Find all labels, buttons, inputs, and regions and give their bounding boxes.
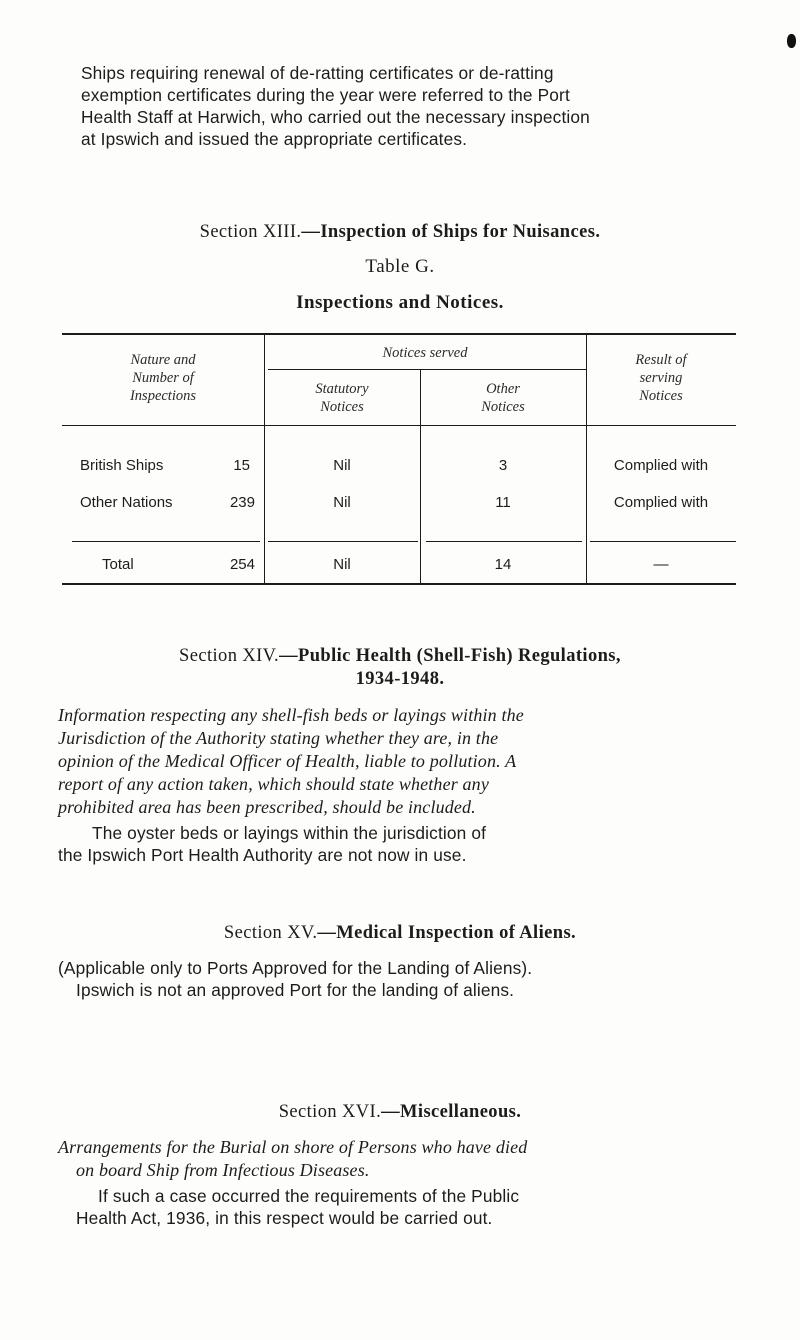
body-line: the Ipswich Port Health Authority are not now in use.: [58, 845, 467, 865]
header-nature: [62, 351, 264, 405]
section-15-body: [58, 957, 778, 1001]
body-line: If such a case occurred the requirements of the Public: [98, 1186, 520, 1206]
section-title: Medical Inspection of Aliens.: [336, 923, 577, 943]
section-14-italic-paragraph: [58, 704, 758, 819]
heading-dash: —: [279, 646, 298, 666]
total-rule: [426, 541, 582, 542]
header-text: Nature and: [130, 352, 196, 368]
section-number: Section XV.: [223, 923, 318, 943]
header-result: [586, 351, 736, 405]
section-14-heading: [0, 646, 800, 667]
total-rule: [590, 541, 736, 542]
table-bottom-rule: [62, 583, 736, 585]
header-text: Result of: [635, 352, 687, 368]
heading-dash: —: [317, 923, 337, 943]
header-text: Notices: [639, 388, 683, 404]
intro-line: Health Staff at Harwich, who carried out the necessary inspection: [81, 107, 590, 127]
header-text: Statutory: [315, 381, 369, 397]
table-label: Table G.: [365, 256, 435, 277]
header-bottom-rule: [62, 425, 736, 426]
section-14-body: [58, 822, 758, 866]
intro-line: exemption certificates during the year were referred to the Port: [81, 85, 570, 105]
section-number: Section XVI.: [278, 1102, 382, 1122]
section-number: Section XIV.: [179, 646, 280, 666]
body-line: (Applicable only to Ports Approved for the Landing of Aliens).: [58, 958, 533, 978]
total-label: Total: [102, 556, 134, 573]
row-result: Complied with: [613, 494, 709, 511]
ink-blot: [787, 34, 796, 48]
header-text: Number of: [132, 370, 194, 386]
italic-line: report of any action taken, which should state whether any: [58, 774, 489, 794]
italic-line: opinion of the Medical Officer of Health, liable to pollution. A: [58, 751, 517, 771]
row-result: Complied with: [613, 457, 709, 474]
italic-line: prohibited area has been prescribed, should be included.: [58, 797, 476, 817]
header-text: Other: [486, 381, 520, 397]
section-15-heading: [0, 923, 800, 944]
section-title: Miscellaneous.: [400, 1102, 522, 1122]
row-number: 15: [233, 457, 250, 474]
table-top-rule: [62, 333, 736, 335]
total-number: 254: [229, 556, 255, 573]
header-text: Inspections: [129, 388, 197, 404]
row-label: British Ships: [80, 457, 164, 474]
section-title: Public Health (Shell-Fish) Regulations,: [298, 646, 621, 666]
italic-line: Information respecting any shell-fish beds or layings within the: [58, 705, 524, 725]
section-16-body: [58, 1185, 778, 1229]
heading-dash: —: [381, 1102, 401, 1122]
italic-line: on board Ship from Infectious Diseases.: [76, 1160, 370, 1180]
row-label: Other Nations: [80, 494, 173, 511]
intro-line: at Ipswich and issued the appropriate certificates.: [81, 129, 468, 149]
table-caption: Inspections and Notices.: [296, 292, 504, 313]
intro-line: Ships requiring renewal of de-ratting certificates or de-ratting: [81, 63, 554, 83]
header-statutory: [264, 380, 420, 416]
row-number: 239: [229, 494, 255, 511]
header-text: Notices: [481, 399, 525, 415]
body-line: Ipswich is not an approved Port for the landing of aliens.: [76, 980, 515, 1000]
body-line: The oyster beds or layings within the jurisdiction of: [92, 823, 487, 843]
body-line: Health Act, 1936, in this respect would be carried out.: [76, 1208, 493, 1228]
section-title: Inspection of Ships for Nuisances.: [320, 222, 601, 242]
header-other: [420, 380, 586, 416]
total-statutory: Nil: [333, 556, 351, 573]
row-statutory: Nil: [333, 457, 351, 474]
total-result: —: [653, 556, 669, 573]
header-text: Notices: [320, 399, 364, 415]
section-13-heading: [0, 222, 800, 243]
section-14-heading-year: 1934-1948.: [355, 669, 445, 689]
intro-paragraph: [81, 62, 761, 150]
total-rule: [72, 541, 260, 542]
row-other: 11: [495, 494, 511, 511]
section-16-italic-paragraph: [58, 1136, 778, 1182]
total-other: 14: [494, 556, 512, 573]
italic-line: Jurisdiction of the Authority stating whether they are, in the: [58, 728, 499, 748]
total-rule: [268, 541, 418, 542]
section-16-heading: [0, 1102, 800, 1123]
heading-dash: —: [301, 222, 321, 242]
header-text: serving: [639, 370, 683, 386]
row-statutory: Nil: [333, 494, 351, 511]
row-other: 3: [498, 457, 508, 474]
section-number: Section XIII.: [199, 222, 302, 242]
notices-served-rule: [268, 369, 586, 370]
header-notices-served: Notices served: [382, 345, 468, 361]
italic-line: Arrangements for the Burial on shore of Persons who have died: [58, 1137, 528, 1157]
